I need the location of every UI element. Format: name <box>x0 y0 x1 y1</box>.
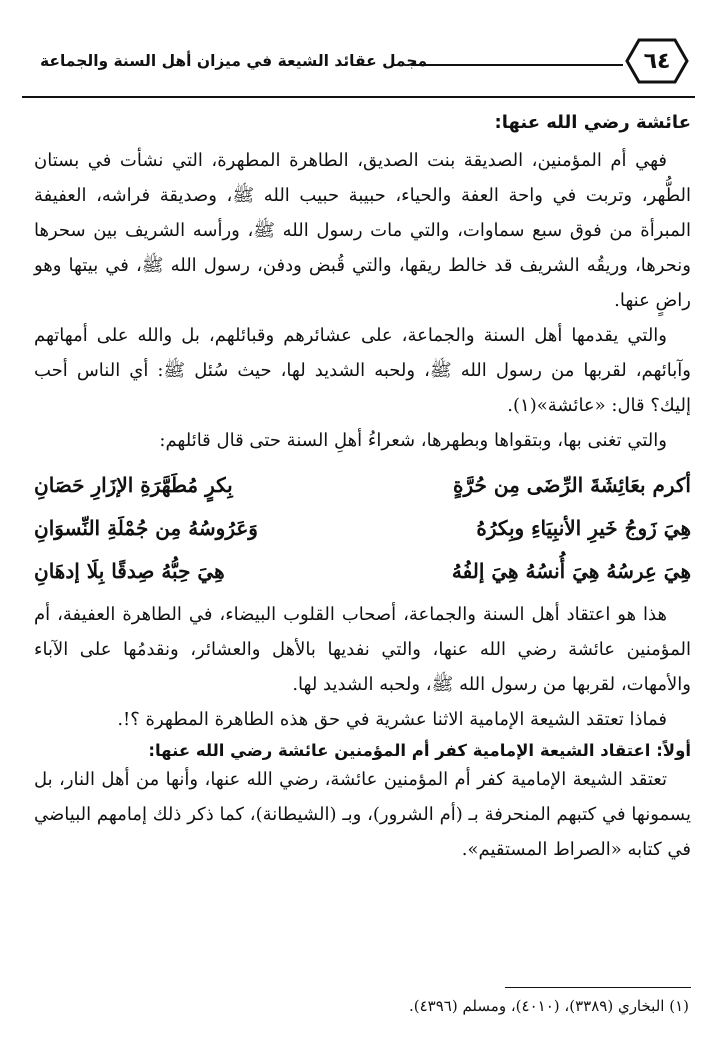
page-header <box>22 36 695 88</box>
header-divider <box>22 96 695 98</box>
verse-line <box>34 507 691 550</box>
footnote-rule <box>505 987 691 988</box>
paragraph-intro-2: والتي يقدمها أهل السنة والجماعة، على عشائرهم وقبائلهم، بل والله على أمهاتهم وآبائهم، لقربها من رسول الله ﷺ، ولحبه الشديد لها، حيث سُئل ﷺ: أي الناس أحب إليك؟ قال: «عائشة»(١). <box>34 325 691 416</box>
verse-first-hemistich: هِيَ زَوجُ خَيرِ الأنبِيَاءِ وبِكرُهُ <box>476 516 691 540</box>
verse-second-hemistich: هِيَ حِبُّهُ صِدقًا بِلَا إدهَانِ <box>34 559 225 583</box>
verse-second-hemistich: بِكرٍ مُطَهَّرَةِ الإزَارِ حَصَانِ <box>34 473 233 497</box>
verse-line <box>34 550 691 593</box>
page-content <box>34 112 691 867</box>
paragraph-intro-3: والتي تغنى بها، وبتقواها وبطهرها، شعراءُ أهلِ السنة حتى قال قائلهم: <box>159 430 667 451</box>
verse-second-hemistich: وَعَرُوسُهُ مِن جُمْلَةِ النِّسوَانِ <box>34 516 258 540</box>
verse-line <box>34 464 691 507</box>
footnote: (١) البخاري (٣٣٨٩)، (٤٠١٠)، ومسلم (٤٣٩٦). <box>408 997 689 1015</box>
subheading: أولاً: اعتقاد الشيعة الإمامية كفر أم المؤمنين عائشة رضي الله عنها: <box>148 741 691 760</box>
verse-first-hemistich: أكرم بعَائِشَةَ الرِّضَى مِن حُرَّةٍ <box>453 473 691 497</box>
paragraph-after-2: فماذا تعتقد الشيعة الإمامية الاثنا عشرية في حق هذه الطاهرة المطهرة ؟!. <box>117 709 667 730</box>
paragraph-final: تعتقد الشيعة الإمامية كفر أم المؤمنين عائشة، رضي الله عنها، وأنها من أهل النار، بل يسمونها في كتبهم المنحرفة بـ (أم الشرور)، وبـ (الشيطانة)، كما ذكر ذلك إمامهم البياضي في كتابه «الصراط المستقيم». <box>34 769 691 860</box>
section-heading: عائشة رضي الله عنها: <box>494 112 691 133</box>
running-title: مجمل عقائد الشيعة في ميزان أهل السنة والجماعة <box>40 52 428 70</box>
page-number: ٦٤ <box>643 48 671 74</box>
header-short-rule <box>411 64 623 66</box>
paragraph-intro-1: فهي أم المؤمنين، الصديقة بنت الصديق، الطاهرة المطهرة، التي نشأت في بستان الطُّهر، وتربت في واحة العفة والحياء، حبيبة حبيب الله ﷺ، وصديقة فراشه، العفيفة المبرأة من فوق سبع سماوات، والتي مات رسول الله ﷺ، ورأسه الشريف بين سحرها ونحرها، وريقُه الشريف قد خالط ريقها، والتي قُبض ودفن، رسول الله ﷺ، في بيتها وهو راضٍ عنها. <box>34 150 691 311</box>
page-number-badge <box>625 38 689 84</box>
verse-first-hemistich: هِيَ عِرسُهُ هِيَ أُنسُهُ هِيَ إلفُهُ <box>451 559 691 583</box>
paragraph-after-1: هذا هو اعتقاد أهل السنة والجماعة، أصحاب القلوب البيضاء، في الطاهرة العفيفة، أم المؤمنين عائشة رضي الله عنها، والتي نفديها بالأهل والعشائر، ونقدمُها على الآباء والأمهات، لقربها من رسول الله ﷺ، ولحبه الشديد لها. <box>34 604 691 695</box>
poem-verses <box>34 464 691 593</box>
